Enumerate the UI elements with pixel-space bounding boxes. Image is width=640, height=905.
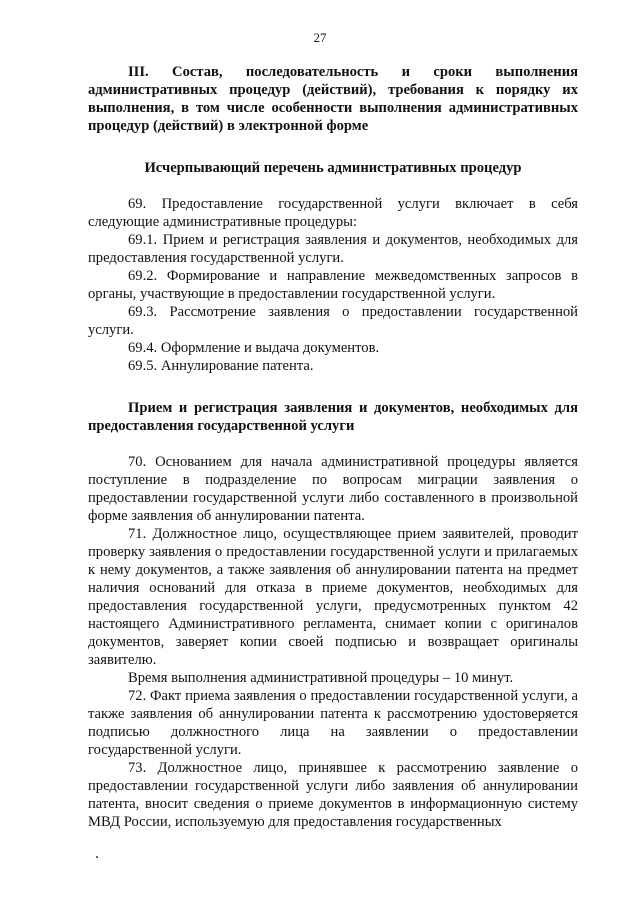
paragraph-69-2: 69.2. Формирование и направление межведомственных запросов в органы, участвующие в предоставлении государственной услуги. bbox=[88, 268, 578, 302]
paragraph-69-5: 69.5. Аннулирование патента. bbox=[128, 358, 314, 374]
paragraph-73: 73. Должностное лицо, принявшее к рассмотрению заявление о предоставлении государственной услуги либо заявления об аннулировании патента, вносит сведения о приеме документов в информационную систему МВД России, используемую для предоставления государственных bbox=[88, 760, 578, 830]
paragraph-69-4: 69.4. Оформление и выдача документов. bbox=[128, 340, 380, 356]
scan-dot bbox=[96, 856, 98, 858]
page-number: 27 bbox=[313, 30, 327, 45]
paragraph-69: 69. Предоставление государственной услуги включает в себя следующие административные процедуры: bbox=[88, 196, 578, 230]
paragraph-71: 71. Должностное лицо, осуществляющее прием заявителей, проводит проверку заявления о предоставлении государственной услуги и прилагаемых к нему документов, а также заявления об аннулировании патента на предмет наличия оснований для отказа в приеме документов, необходимых для предоставления государственной услуги, предусмотренных пунктом 42 настоящего Административного регламента, снимает копии с оригиналов документов, заверяет копии своей подписью и возвращает оригиналы заявителю. bbox=[88, 526, 578, 668]
paragraph-time-limit: Время выполнения административной процедуры – 10 минут. bbox=[128, 670, 514, 686]
page-content bbox=[88, 63, 578, 831]
procedures-list-heading: Исчерпывающий перечень административных процедур bbox=[144, 160, 522, 176]
paragraph-72: 72. Факт приема заявления о предоставлении государственной услуги, а также заявления об аннулировании патента к рассмотрению удостоверяется подписью должностного лица на заявлении о предоставлении государственной услуги. bbox=[88, 688, 578, 758]
section-title: III. Состав, последовательность и сроки выполнения административных процедур (действий), требования к порядку их выполнения, в том числе особенности выполнения административных процедур (действий) в электронной форме bbox=[88, 64, 578, 134]
paragraph-69-1: 69.1. Прием и регистрация заявления и документов, необходимых для предоставления государственной услуги. bbox=[88, 232, 578, 266]
paragraph-70: 70. Основанием для начала административной процедуры является поступление в подразделение по вопросам миграции заявления о предоставлении государственной услуги либо составленного в произвольной форме заявления об аннулировании патента. bbox=[88, 454, 578, 524]
paragraph-69-3: 69.3. Рассмотрение заявления о предоставлении государственной услуги. bbox=[88, 304, 578, 338]
reception-heading: Прием и регистрация заявления и документов, необходимых для предоставления государственной услуги bbox=[88, 400, 578, 434]
